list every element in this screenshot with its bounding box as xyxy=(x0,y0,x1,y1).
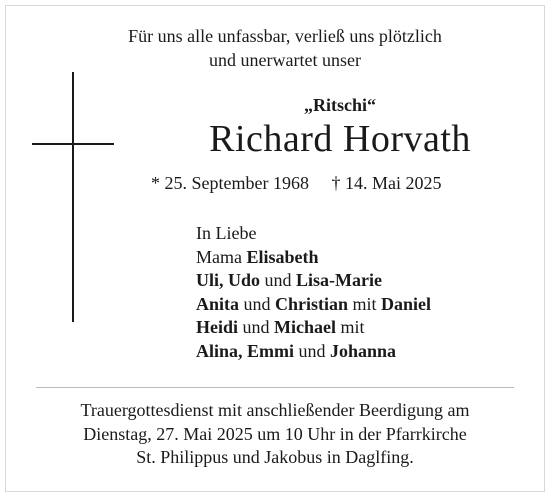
service-line-3: St. Philippus und Jakobus in Daglfing. xyxy=(136,447,414,467)
family-text: und xyxy=(238,317,275,337)
family-text: Mama xyxy=(196,246,247,267)
family-line-2 xyxy=(196,269,431,293)
intro-line-1: Für uns alle unfassbar, verließ uns plötzlich xyxy=(128,26,442,46)
family-line-5 xyxy=(196,340,431,364)
family-line-3 xyxy=(196,293,431,317)
family-name: Elisabeth xyxy=(246,246,319,267)
family-text: und xyxy=(239,293,276,314)
family-name: Lisa-Marie xyxy=(296,270,382,290)
intro-text xyxy=(6,24,544,72)
intro-line-2: und unerwartet unser xyxy=(209,50,361,70)
family-text: mit xyxy=(336,317,365,337)
family-text: und xyxy=(294,340,331,361)
service-line-1: Trauergottesdienst mit anschließender Beerdigung am xyxy=(80,400,470,420)
family-name: Johanna xyxy=(330,340,397,361)
family-name: Daniel xyxy=(381,293,432,314)
cross-icon-vertical xyxy=(72,72,74,322)
family-name: Christian xyxy=(275,293,349,314)
family-name: Alina, Emmi xyxy=(196,340,295,361)
in-love-line: In Liebe xyxy=(196,223,257,243)
family-name: Uli, Udo xyxy=(196,270,261,290)
family-name: Heidi xyxy=(196,317,239,337)
family-line-4 xyxy=(196,316,431,340)
life-dates xyxy=(151,171,441,195)
family-text: und xyxy=(260,270,297,290)
cross-icon-horizontal xyxy=(32,143,114,145)
family-name: Anita xyxy=(196,293,240,314)
deceased-name: Richard Horvath xyxy=(209,118,471,160)
death-date: † 14. Mai 2025 xyxy=(331,173,442,193)
birth-date: * 25. September 1968 xyxy=(151,173,309,193)
family-name: Michael xyxy=(274,317,336,337)
divider xyxy=(36,387,514,388)
family-list xyxy=(196,222,431,363)
nickname: „Ritschi“ xyxy=(304,95,376,115)
funeral-service-info xyxy=(6,399,544,470)
family-text: mit xyxy=(348,293,382,314)
obituary-card xyxy=(5,5,545,492)
family-line-1 xyxy=(196,246,431,270)
service-line-2: Dienstag, 27. Mai 2025 um 10 Uhr in der Pfarrkirche xyxy=(83,423,467,444)
